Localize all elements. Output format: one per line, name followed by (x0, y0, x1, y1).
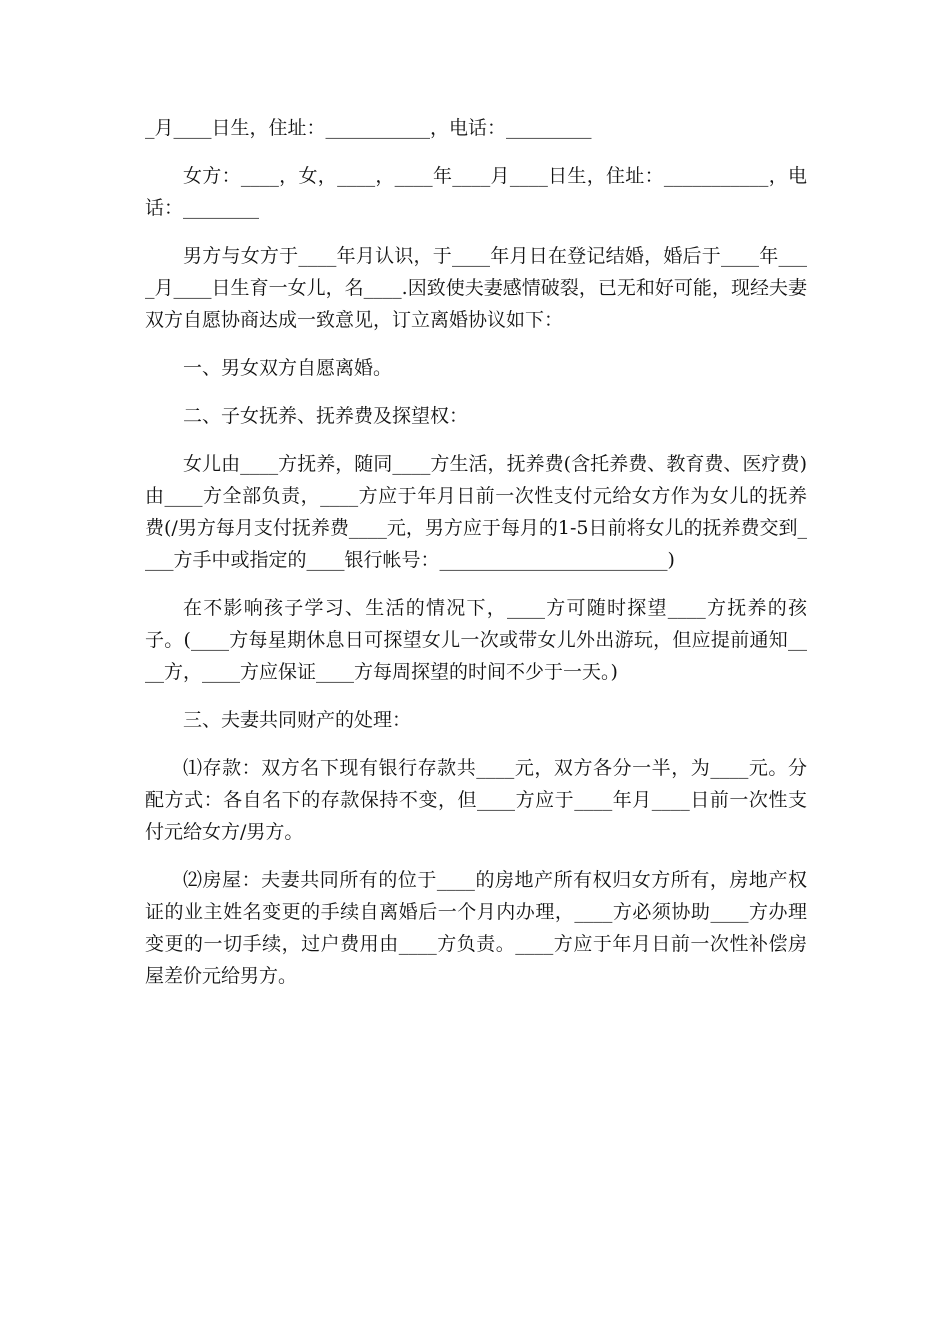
clause-2-heading: 二、子女抚养、抚养费及探望权： (183, 405, 469, 427)
paragraph-female-info: 女方：____，女，____，____年____月____日生，住址：___________，电话：________ (145, 165, 807, 219)
paragraph-savings: ⑴存款：双方名下现有银行存款共____元，双方各分一半，为____元。分配方式：各自名下的存款保持不变，但____方应于____年月____日前一次性支付元给女方/男方。 (145, 757, 807, 843)
paragraph-marriage-background: 男方与女方于____年月认识，于____年月日在登记结婚，婚后于____年____月____日生育一女儿，名____.因致使夫妻感情破裂，已无和好可能，现经夫妻双方自愿协商达成一致意见，订立离婚协议如下： (145, 245, 807, 331)
agreement-body (145, 112, 807, 1008)
paragraph-visitation: 在不影响孩子学习、生活的情况下，____方可随时探望____方抚养的孩子。(____方每星期休息日可探望女儿一次或带女儿外出游玩，但应提前通知____方，____方应保证____方每周探望的时间不少于一天。) (145, 597, 807, 683)
clause-1-divorce: 一、男女双方自愿离婚。 (183, 357, 393, 379)
paragraph-male-birth-continued: _月____日生，住址：___________，电话：_________ (145, 117, 592, 139)
clause-3-heading: 三、夫妻共同财产的处理： (183, 709, 412, 731)
paragraph-house: ⑵房屋：夫妻共同所有的位于____的房地产所有权归女方所有，房地产权证的业主姓名变更的手续自离婚后一个月内办理，____方必须协助____方办理变更的一切手续，过户费用由____方负责。____方应于年月日前一次性补偿房屋差价元给男方。 (145, 869, 807, 987)
paragraph-child-custody: 女儿由____方抚养，随同____方生活，抚养费(含托养费、教育费、医疗费)由____方全部负责，____方应于年月日前一次性支付元给女方作为女儿的抚养费(/男方每月支付抚养费____元，男方应于每月的1-5日前将女儿的抚养费交到____方手中或指定的____银行帐号：________________________) (145, 453, 807, 571)
